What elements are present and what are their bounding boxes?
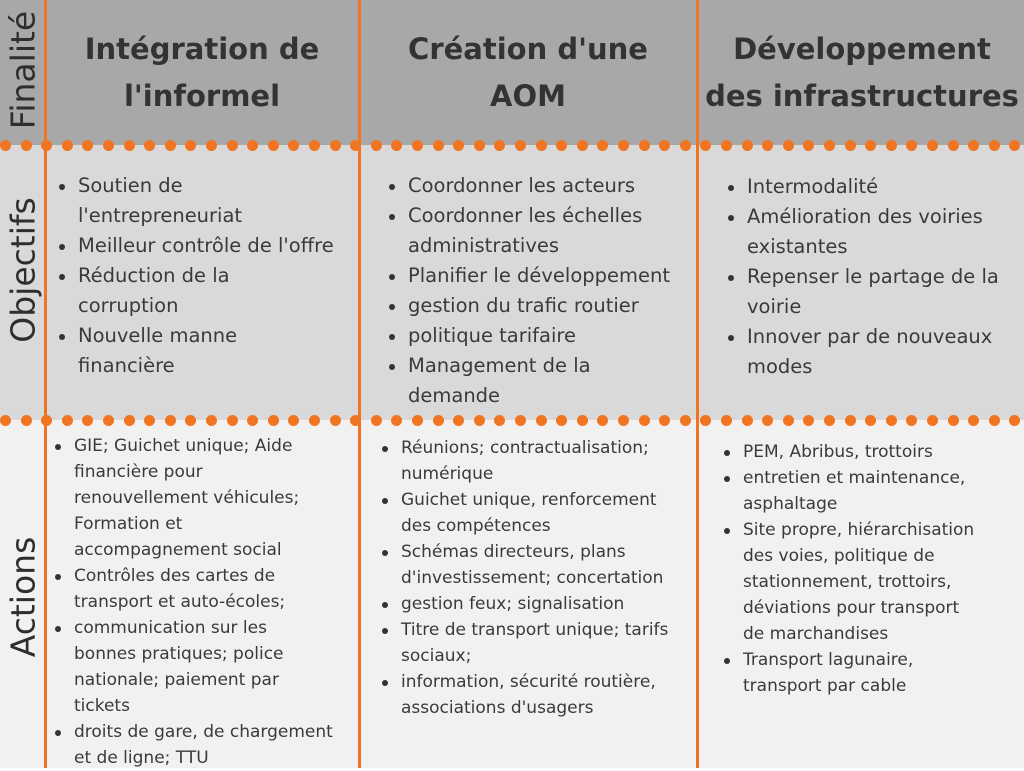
- list-item: Innover par de nouveaux modes: [721, 322, 1021, 382]
- separator-dot: [742, 415, 753, 426]
- list-item: droits de gare, de chargement et de ligne; TTU: [48, 719, 358, 771]
- list-item: Planifier le développement: [382, 261, 694, 291]
- separator-dot: [82, 415, 93, 426]
- separator-dot: [247, 415, 258, 426]
- list-item: Transport lagunaire, transport par cable: [717, 647, 1022, 699]
- separator-dot: [536, 415, 547, 426]
- separator-dot: [453, 415, 464, 426]
- separator-dot: [494, 415, 505, 426]
- separator-dot: [0, 140, 11, 151]
- separator-dot: [680, 415, 691, 426]
- separator-dot: [330, 415, 341, 426]
- separator-dot: [391, 140, 402, 151]
- list-item: Coordonner les acteurs: [382, 171, 694, 201]
- separator-dot: [124, 140, 135, 151]
- separator-dot: [948, 140, 959, 151]
- separator-dot: [82, 140, 93, 151]
- list-item: GIE; Guichet unique; Aide financière pour renouvellement véhicules; Formation et accompagnement social: [48, 433, 358, 563]
- separator-dot: [0, 415, 11, 426]
- separator-dot: [989, 415, 1000, 426]
- separator-dot: [845, 415, 856, 426]
- separator-dot: [762, 140, 773, 151]
- separator-dot: [103, 140, 114, 151]
- separator-dot: [556, 415, 567, 426]
- separator-dot: [1009, 140, 1020, 151]
- separator-dot: [577, 415, 588, 426]
- list-item: Site propre, hiérarchisation des voies, politique de stationnement, trottoirs, déviations pour transport de marchandises: [717, 517, 1022, 647]
- separator-dot: [350, 140, 361, 151]
- separator-dot: [556, 140, 567, 151]
- separator-dot: [103, 415, 114, 426]
- separator-dot: [494, 140, 505, 151]
- separator-dot: [268, 415, 279, 426]
- separator-dot: [845, 140, 856, 151]
- dotted-separator: [0, 415, 1024, 427]
- separator-dot: [371, 415, 382, 426]
- separator-dot: [62, 140, 73, 151]
- separator-dot: [927, 140, 938, 151]
- separator-dot: [288, 140, 299, 151]
- heading-creation-aom: [362, 26, 694, 120]
- separator-dot: [824, 140, 835, 151]
- list-item: Titre de transport unique; tarifs sociaux;: [375, 617, 694, 669]
- list-item: politique tarifaire: [382, 321, 694, 351]
- separator-dot: [206, 140, 217, 151]
- heading-line: des infrastructures: [705, 79, 1019, 113]
- list-item: information, sécurité routière, associations d'usagers: [375, 669, 694, 721]
- separator-dot: [597, 140, 608, 151]
- separator-dot: [1009, 415, 1020, 426]
- separator-dot: [41, 140, 52, 151]
- separator-dot: [659, 415, 670, 426]
- heading-developpement-infrastructures: [700, 26, 1024, 120]
- separator-dot: [803, 415, 814, 426]
- actions-list-aom: [375, 435, 694, 721]
- separator-dot: [865, 140, 876, 151]
- list-item: entretien et maintenance, asphaltage: [717, 465, 1022, 517]
- separator-dot: [762, 415, 773, 426]
- separator-dot: [536, 140, 547, 151]
- column-divider: [696, 0, 699, 768]
- separator-dot: [659, 140, 670, 151]
- separator-dot: [21, 415, 32, 426]
- separator-dot: [227, 415, 238, 426]
- actions-list-integration: [48, 433, 358, 771]
- list-item: Réduction de la corruption: [52, 261, 357, 321]
- separator-dot: [700, 415, 711, 426]
- list-item: Intermodalité: [721, 172, 1021, 202]
- separator-dot: [433, 140, 444, 151]
- separator-dot: [515, 415, 526, 426]
- dotted-separator: [0, 140, 1024, 152]
- heading-line: Développement: [733, 32, 991, 66]
- separator-dot: [412, 140, 423, 151]
- separator-dot: [968, 415, 979, 426]
- separator-dot: [783, 415, 794, 426]
- separator-dot: [350, 415, 361, 426]
- row-label-objectifs: Objectifs: [3, 197, 43, 343]
- list-item: Amélioration des voiries existantes: [721, 202, 1021, 262]
- list-item: Nouvelle manne financière: [52, 321, 357, 381]
- separator-dot: [680, 140, 691, 151]
- separator-dot: [288, 415, 299, 426]
- heading-line: l'informel: [123, 79, 281, 113]
- separator-dot: [371, 140, 382, 151]
- separator-dot: [865, 415, 876, 426]
- list-item: PEM, Abribus, trottoirs: [717, 439, 1022, 465]
- separator-dot: [803, 140, 814, 151]
- separator-dot: [41, 415, 52, 426]
- separator-dot: [453, 140, 464, 151]
- separator-dot: [721, 140, 732, 151]
- heading-line: Création d'une: [408, 32, 648, 66]
- row-label-actions: Actions: [3, 536, 43, 658]
- list-item: Management de la demande: [382, 351, 694, 411]
- separator-dot: [144, 415, 155, 426]
- separator-dot: [927, 415, 938, 426]
- heading-line: AOM: [490, 79, 566, 113]
- separator-dot: [618, 415, 629, 426]
- separator-dot: [268, 140, 279, 151]
- separator-dot: [639, 415, 650, 426]
- heading-integration-informel: [48, 26, 356, 120]
- separator-dot: [474, 140, 485, 151]
- separator-dot: [824, 415, 835, 426]
- separator-dot: [886, 140, 897, 151]
- separator-dot: [165, 415, 176, 426]
- separator-dot: [515, 140, 526, 151]
- separator-dot: [783, 140, 794, 151]
- separator-dot: [577, 140, 588, 151]
- separator-dot: [206, 415, 217, 426]
- separator-dot: [968, 140, 979, 151]
- separator-dot: [618, 140, 629, 151]
- separator-dot: [700, 140, 711, 151]
- separator-dot: [597, 415, 608, 426]
- separator-dot: [989, 140, 1000, 151]
- list-item: Meilleur contrôle de l'offre: [52, 231, 357, 261]
- list-item: Soutien de l'entrepreneuriat: [52, 171, 357, 231]
- separator-dot: [21, 140, 32, 151]
- separator-dot: [165, 140, 176, 151]
- list-item: gestion feux; signalisation: [375, 591, 694, 617]
- list-item: Réunions; contractualisation; numérique: [375, 435, 694, 487]
- column-divider: [44, 0, 47, 768]
- column-divider: [358, 0, 361, 768]
- actions-list-infrastructures: [717, 439, 1022, 699]
- separator-dot: [639, 140, 650, 151]
- list-item: Guichet unique, renforcement des compétences: [375, 487, 694, 539]
- list-item: Repenser le partage de la voirie: [721, 262, 1021, 322]
- separator-dot: [886, 415, 897, 426]
- separator-dot: [247, 140, 258, 151]
- objectifs-list-infrastructures: [721, 172, 1021, 382]
- separator-dot: [185, 140, 196, 151]
- objectifs-list-integration: [52, 171, 357, 381]
- separator-dot: [330, 140, 341, 151]
- separator-dot: [309, 415, 320, 426]
- separator-dot: [309, 140, 320, 151]
- separator-dot: [474, 415, 485, 426]
- row-label-finalite: Finalité: [3, 10, 43, 130]
- list-item: gestion du trafic routier: [382, 291, 694, 321]
- separator-dot: [906, 415, 917, 426]
- objectifs-list-aom: [382, 171, 694, 411]
- separator-dot: [62, 415, 73, 426]
- list-item: Coordonner les échelles administratives: [382, 201, 694, 261]
- separator-dot: [124, 415, 135, 426]
- separator-dot: [948, 415, 959, 426]
- separator-dot: [742, 140, 753, 151]
- list-item: Contrôles des cartes de transport et auto-écoles;: [48, 563, 358, 615]
- separator-dot: [227, 140, 238, 151]
- heading-line: Intégration de: [84, 32, 320, 66]
- separator-dot: [433, 415, 444, 426]
- separator-dot: [412, 415, 423, 426]
- separator-dot: [906, 140, 917, 151]
- separator-dot: [185, 415, 196, 426]
- separator-dot: [144, 140, 155, 151]
- separator-dot: [391, 415, 402, 426]
- separator-dot: [721, 415, 732, 426]
- list-item: Schémas directeurs, plans d'investissement; concertation: [375, 539, 694, 591]
- list-item: communication sur les bonnes pratiques; police nationale; paiement par tickets: [48, 615, 358, 719]
